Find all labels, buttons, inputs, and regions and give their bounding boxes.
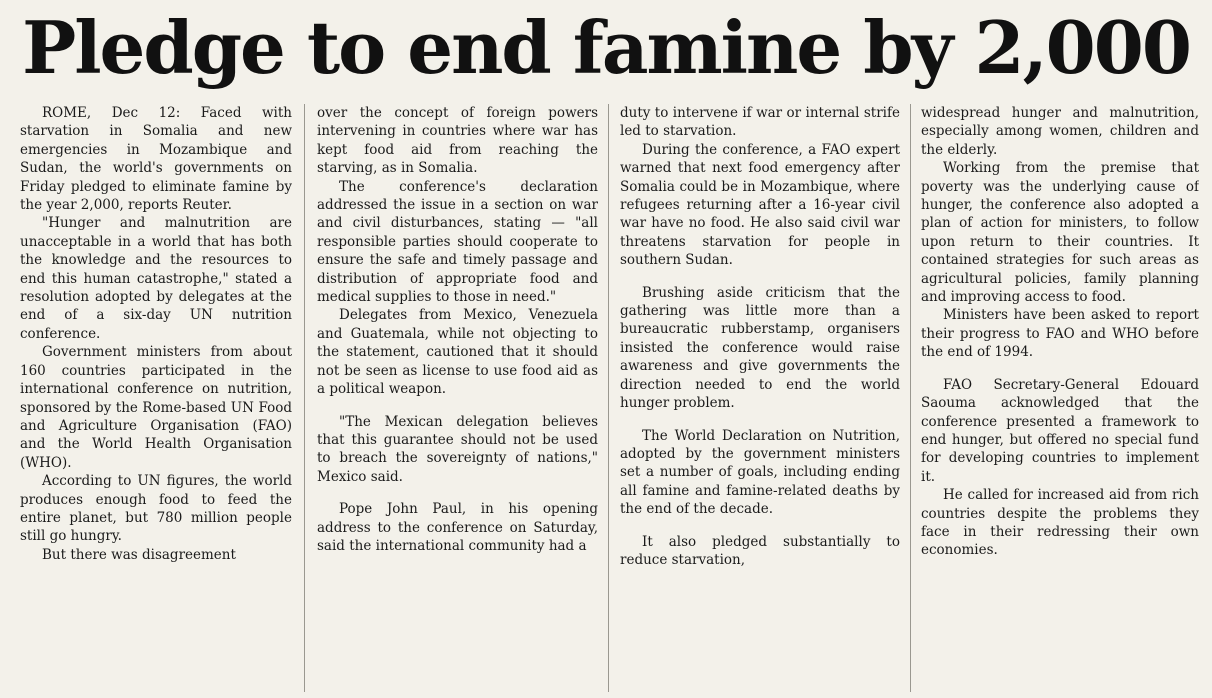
- paragraph: FAO Secretary-General Edouard Saouma acknowledged that the conference presented a framework to end hunger, but offered no special fund for developing countries to implement it.: [921, 376, 1199, 485]
- article-column-1: [20, 104, 292, 694]
- paragraph: The conference's declaration addressed the issue in a section on war and civil disturbances, stating — "all responsible parties should cooperate to ensure the safe and timely passage and distribution of appropriate food and medical supplies to those in need.": [317, 178, 598, 306]
- column-divider: [910, 104, 911, 692]
- article-column-4: [921, 104, 1199, 694]
- article-column-2: [317, 104, 598, 694]
- paragraph: ROME, Dec 12: Faced with starvation in Somalia and new emergencies in Mozambique and Sudan, the world's governments on Friday pledged to eliminate famine by the year 2,000, reports Reuter.: [20, 105, 292, 214]
- paragraph: over the concept of foreign powers intervening in countries where war has kept food aid from reaching the starving, as in Somalia.: [317, 105, 598, 177]
- headline: Pledge to end famine by 2,000: [22, 5, 1190, 90]
- column-divider: [608, 104, 609, 692]
- article-column-3: [620, 104, 900, 694]
- paragraph: It also pledged substantially to reduce starvation,: [620, 533, 900, 568]
- paragraph: duty to intervene if war or internal strife led to starvation.: [620, 105, 900, 140]
- paragraph: The World Declaration on Nutrition, adopted by the government ministers set a number of goals, including ending all famine and famine-related deaths by the end of the decade.: [620, 427, 900, 518]
- paragraph: Brushing aside criticism that the gathering was little more than a bureaucratic rubberstamp, organisers insisted the conference would raise awareness and give governments the direction needed to end the world hunger problem.: [620, 284, 900, 412]
- paragraph: "Hunger and malnutrition are unacceptable in a world that has both the knowledge and the resources to end this human catastrophe," stated a resolution adopted by delegates at the end of a six-day UN nutrition conference.: [20, 215, 292, 342]
- paragraph: But there was disagreement: [42, 546, 236, 563]
- paragraph: During the conference, a FAO expert warned that next food emergency after Somalia could be in Mozambique, where refugees returning after a 16-year civil war have no food. He also said civil war threatens starvation for people in southern Sudan.: [620, 141, 900, 269]
- paragraph: Government ministers from about 160 countries participated in the international conference on nutrition, sponsored by the Rome-based UN Food and Agriculture Organisation (FAO) and the World Health Organisation (WHO).: [20, 344, 292, 471]
- paragraph: He called for increased aid from rich countries despite the problems they face in their redressing their own economies.: [921, 487, 1199, 559]
- column-divider: [304, 104, 305, 692]
- paragraph: Working from the premise that poverty was the underlying cause of hunger, the conference also adopted a plan of action for ministers, to follow upon return to their countries. It contained strategies for such areas as agricultural policies, family planning and improving access to food.: [921, 160, 1199, 306]
- paragraph: widespread hunger and malnutrition, especially among women, children and the elderly.: [921, 105, 1199, 158]
- paragraph: According to UN figures, the world produces enough food to feed the entire planet, but 780 million people still go hungry.: [20, 473, 292, 545]
- paragraph: Delegates from Mexico, Venezuela and Guatemala, while not objecting to the statement, cautioned that it should not be seen as license to use food aid as a political weapon.: [317, 307, 598, 398]
- paragraph: "The Mexican delegation believes that this guarantee should not be used to breach the sovereignty of nations," Mexico said.: [317, 413, 598, 485]
- paragraph: Ministers have been asked to report their progress to FAO and WHO before the end of 1994.: [921, 307, 1199, 361]
- paragraph: Pope John Paul, in his opening address to the conference on Saturday, said the international community had a: [317, 501, 598, 554]
